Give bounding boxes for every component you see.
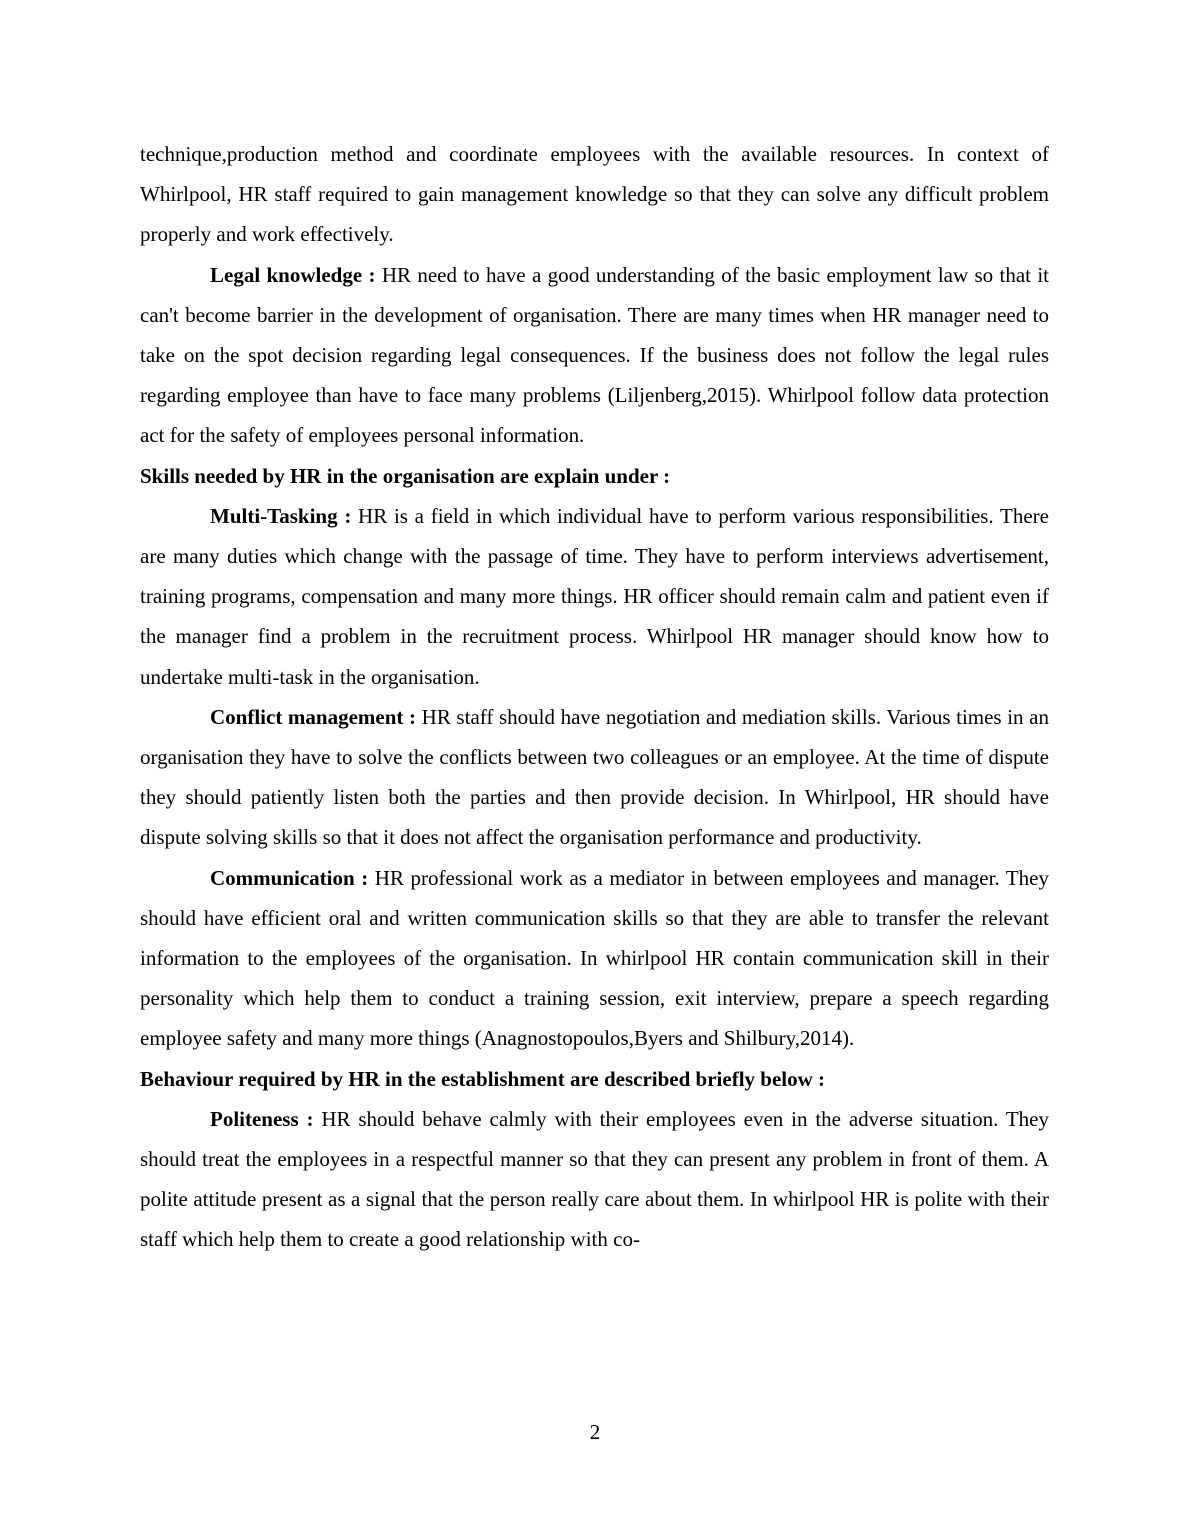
document-body (140, 134, 1049, 1260)
term-conflict-management: Conflict management : (210, 704, 417, 729)
paragraph-text: HR should behave calmly with their employees even in the adverse situation. They should treat the employees in a respectful manner so that they can present any problem in front of them. A polite attitude present as a signal that the person really care about them. In whirlpool HR is polite with their staff which help them to create a good relationship with co- (140, 1106, 1049, 1252)
paragraph-text: technique,production method and coordinate employees with the available resources. In context of Whirlpool, HR staff required to gain management knowledge so that they can solve any difficult problem properly and work effectively. (140, 142, 1049, 247)
section-heading-skills: Skills needed by HR in the organisation are explain under : (140, 463, 671, 488)
term-communication: Communication : (210, 865, 369, 890)
section-heading-behaviour: Behaviour required by HR in the establishment are described briefly below : (140, 1066, 826, 1091)
paragraph-intro-continuation (140, 134, 1049, 255)
paragraph-conflict-management (140, 697, 1049, 858)
paragraph-text: HR staff should have negotiation and mediation skills. Various times in an organisation they have to solve the conflicts between two colleagues or an employee. At the time of dispute they should patiently listen both the parties and then provide decision. In Whirlpool, HR should have dispute solving skills so that it does not affect the organisation performance and productivity. (140, 704, 1049, 850)
paragraph-communication (140, 858, 1049, 1059)
paragraph-politeness (140, 1099, 1049, 1260)
page-number: 2 (589, 1420, 601, 1444)
term-multi-tasking: Multi-Tasking : (210, 503, 352, 528)
paragraph-text: HR need to have a good understanding of the basic employment law so that it can't become barrier in the development of organisation. There are many times when HR manager need to take on the spot decision regarding legal consequences. If the business does not follow the legal rules regarding employee than have to face many problems (Liljenberg,2015). Whirlpool follow data protection act for the safety of employees personal information. (140, 262, 1049, 448)
paragraph-text: HR professional work as a mediator in between employees and manager. They should have efficient oral and written communication skills so that they are able to transfer the relevant information to the employees of the organisation. In whirlpool HR contain communication skill in their personality which help them to conduct a training session, exit interview, prepare a speech regarding employee safety and many more things (Anagnostopoulos,Byers and Shilbury,2014). (140, 865, 1049, 1051)
term-politeness: Politeness : (210, 1106, 314, 1131)
paragraph-multi-tasking (140, 496, 1049, 697)
paragraph-text: HR is a field in which individual have to perform various responsibilities. There are many duties which change with the passage of time. They have to perform interviews advertisement, training programs, compensation and many more things. HR officer should remain calm and patient even if the manager find a problem in the recruitment process. Whirlpool HR manager should know how to undertake multi-task in the organisation. (140, 503, 1049, 689)
paragraph-legal-knowledge (140, 255, 1049, 456)
term-legal-knowledge: Legal knowledge : (210, 262, 376, 287)
